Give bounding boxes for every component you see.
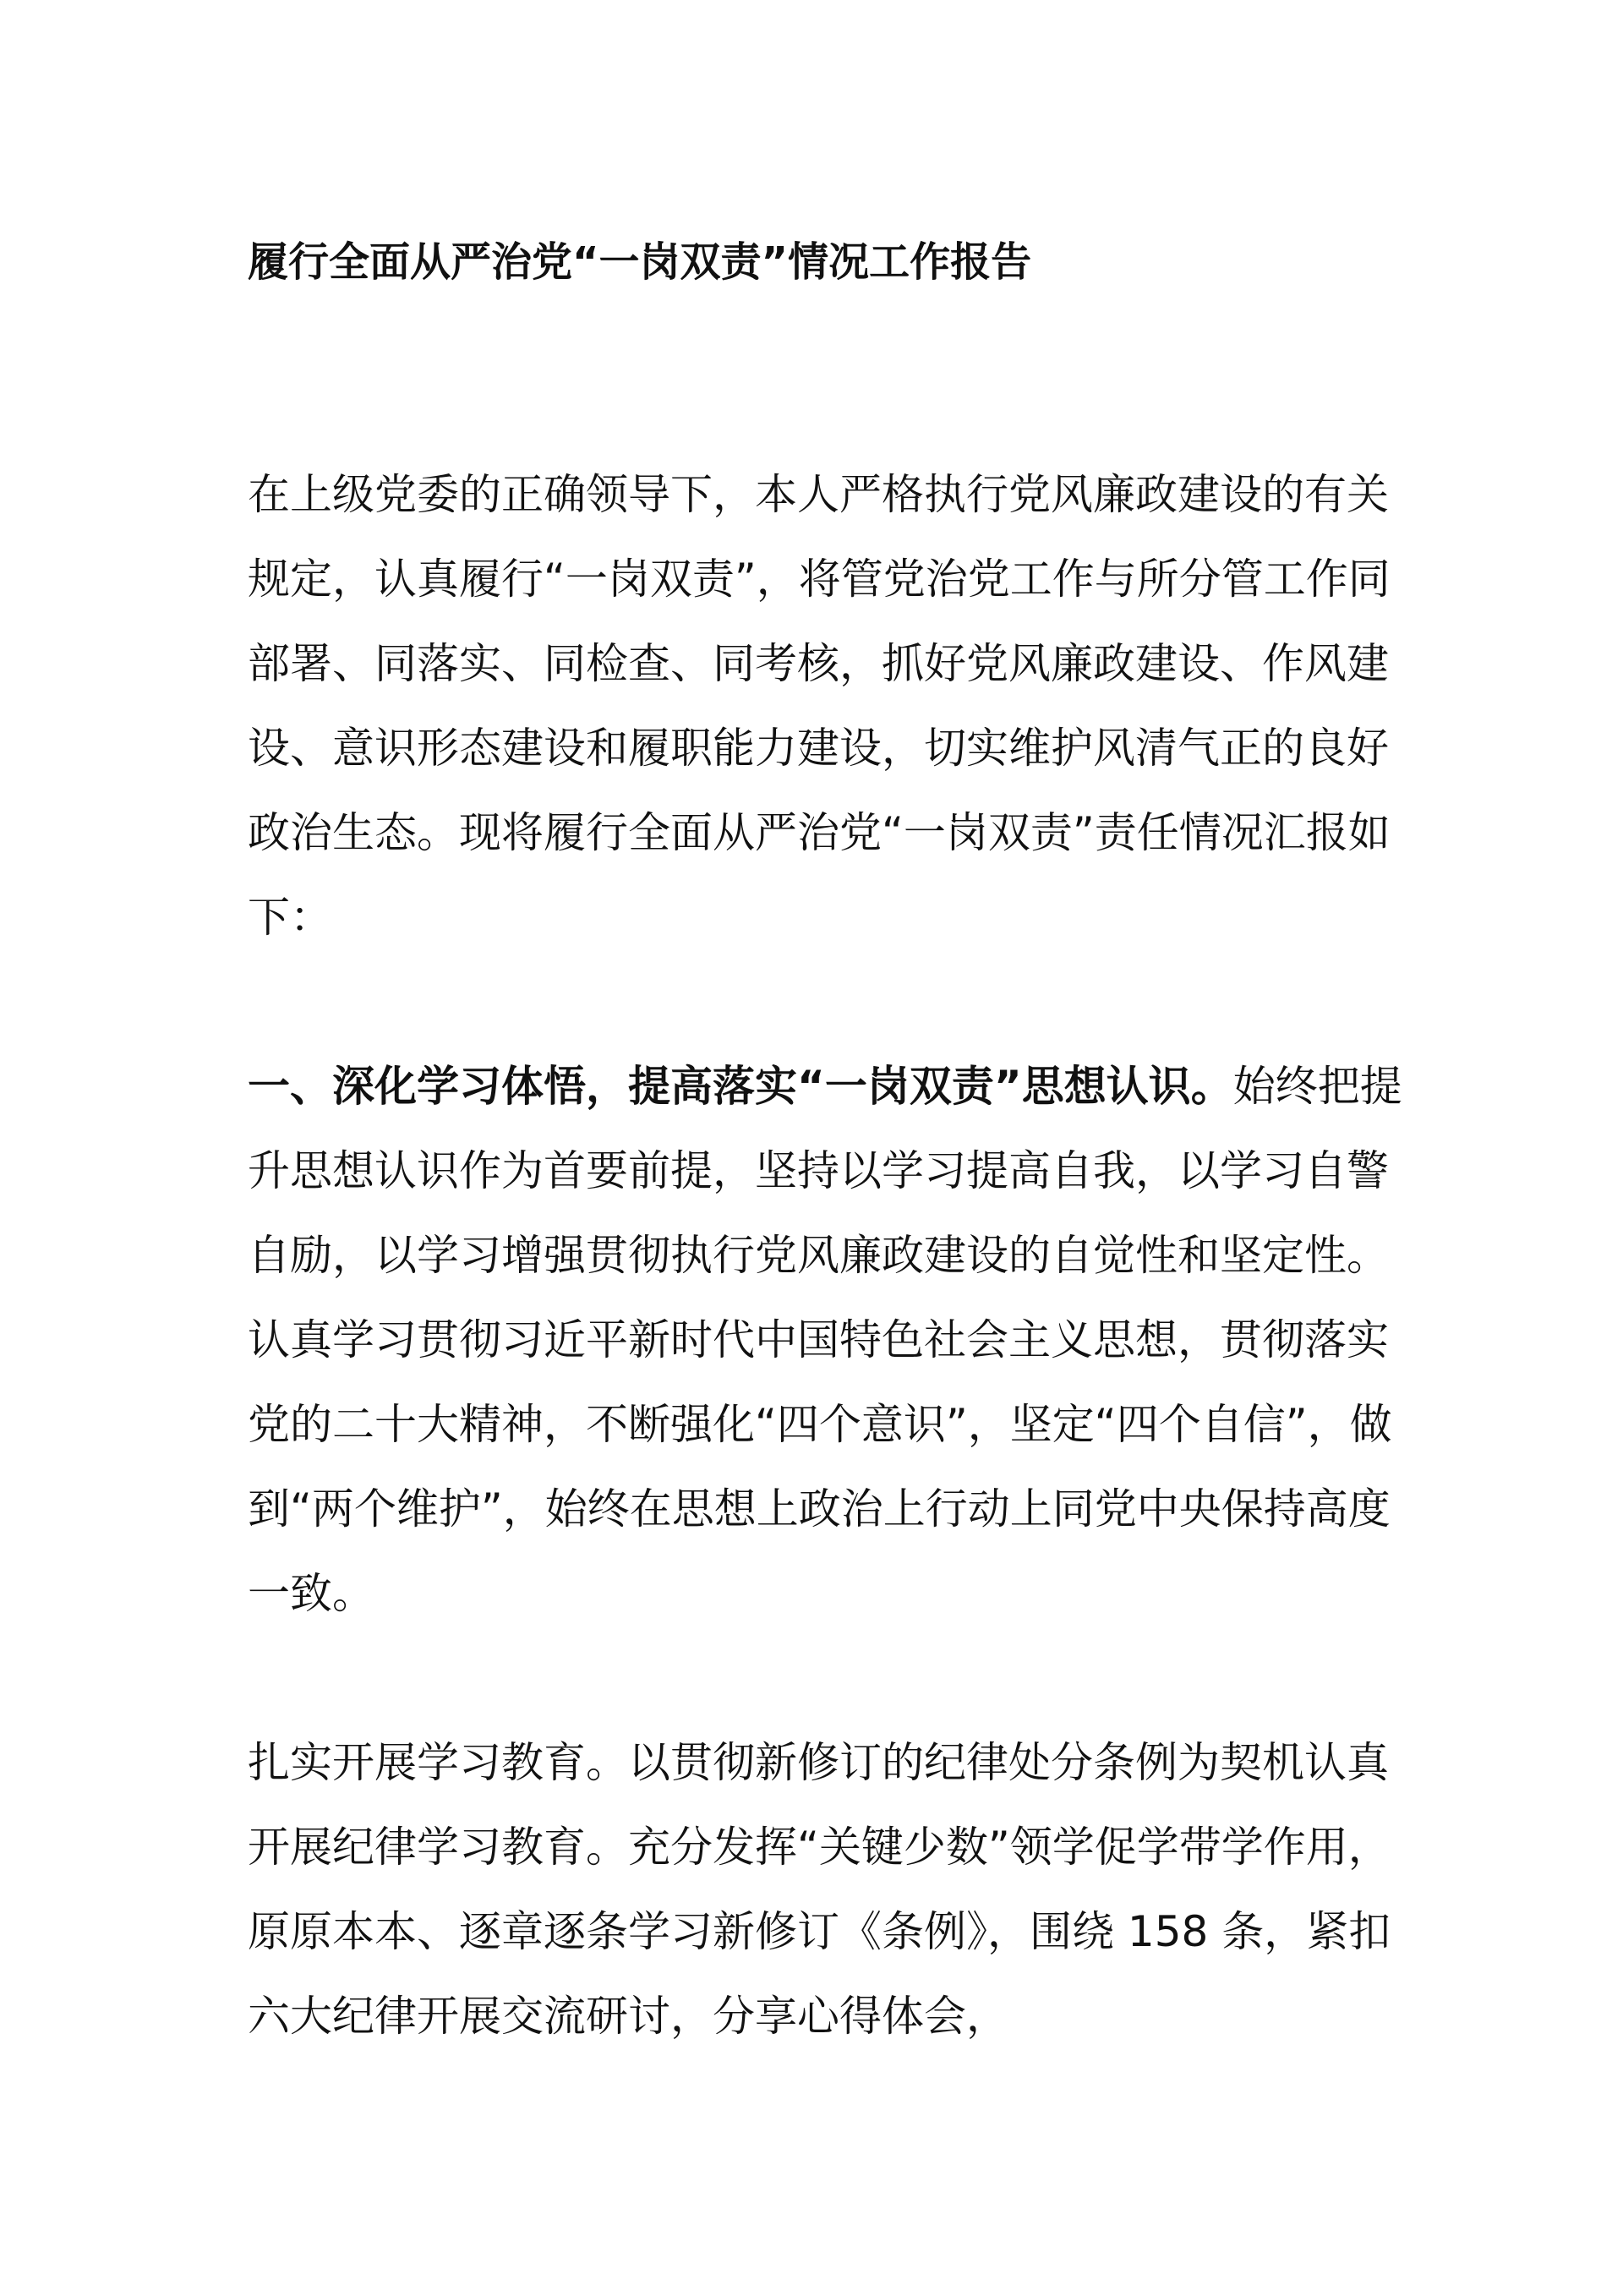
study-education-paragraph: 扎实开展学习教育。以贯彻新修订的纪律处分条例为契机认真开展纪律学习教育。充分发挥“关键少数”领学促学带学作用，原原本本、逐章逐条学习新修订《条例》，围绕 158 条，紧扣六大纪律开展交流研讨，分享心得体会， (248, 1738, 1391, 2041)
section-1-paragraph (248, 1044, 1406, 1636)
section-1-text: 始终把提升思想认识作为首要前提，坚持以学习提高自我，以学习自警自励，以学习增强贯彻执行党风廉政建设的自觉性和坚定性。认真学习贯彻习近平新时代中国特色社会主义思想，贯彻落实党的二十大精神，不断强化“四个意识”，坚定“四个自信”，做到“两个维护”，始终在思想上政治上行动上同党中央保持高度一致。 (248, 1062, 1402, 1618)
section-1-heading: 一、深化学习体悟，提高落实“一岗双责”思想认识。 (248, 1062, 1233, 1111)
paragraph-gap (248, 1636, 1406, 1720)
intro-paragraph: 在上级党委的正确领导下，本人严格执行党风廉政建设的有关规定，认真履行“一岗双责”，将管党治党工作与所分管工作同部署、同落实、同检查、同考核，抓好党风廉政建设、作风建设、意识形态建设和履职能力建设，切实维护风清气正的良好政治生态。现将履行全面从严治党“一岗双责”责任情况汇报如下： (248, 470, 1391, 942)
paragraph-gap (248, 959, 1406, 1044)
document-title: 履行全面从严治党“一岗双责”情况工作报告 (248, 238, 1032, 286)
document-body (248, 452, 1406, 2058)
